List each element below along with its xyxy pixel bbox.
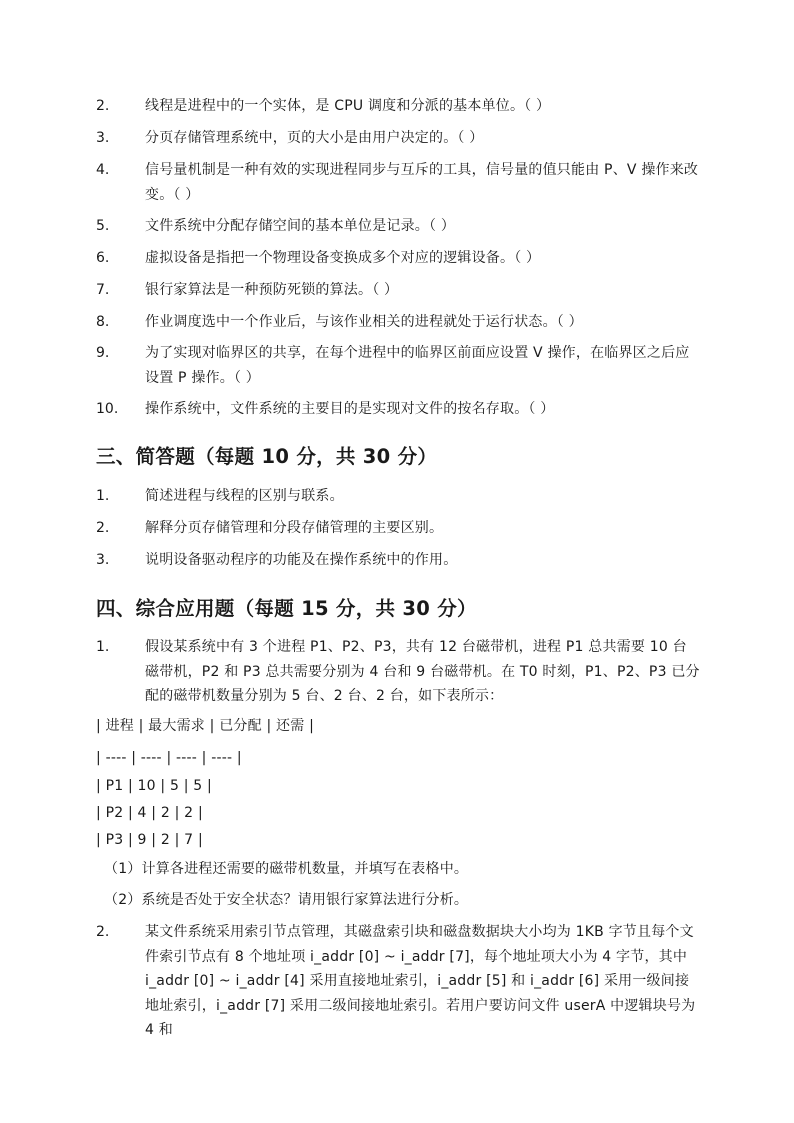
table-line: | P3 | 9 | 2 | 7 |: [96, 832, 203, 848]
judgement-item: [96, 214, 700, 239]
table-line: | ---- | ---- | ---- | ---- |: [96, 750, 242, 766]
table-line: | P2 | 4 | 2 | 2 |: [96, 805, 203, 821]
short-answer-item: [96, 548, 700, 573]
item-text: 某文件系统采用索引节点管理，其磁盘索引块和磁盘数据块大小均为 1KB 字节且每个文件索引节点有 8 个地址项 i_addr [0] ~ i_addr [7]，每个地址项大小为 4 字节，其中 i_addr [0] ~ i_addr [4] 采用直接地址索引，i_addr [5] 和 i_addr [6] 采用一级间接地址索引，i_addr [7] 采用二级间接地址索引。若用户要访问文件 userA 中逻辑块号为 4 和: [145, 924, 696, 1038]
item-number: 7.: [96, 282, 110, 298]
item-text: 解释分页存储管理和分段存储管理的主要区别。: [145, 520, 444, 536]
judgement-item: [96, 341, 700, 390]
item-text: 简述进程与线程的区别与联系。: [145, 488, 344, 504]
judgement-item: [96, 278, 700, 303]
item-number: 1.: [96, 639, 110, 655]
section-title-short-answer: 三、简答题（每题 10 分，共 30 分）: [96, 445, 438, 468]
application-question-1: [96, 635, 700, 709]
item-text: 文件系统中分配存储空间的基本单位是记录。（ ）: [145, 218, 456, 234]
item-number: 6.: [96, 250, 110, 266]
item-text: 分页存储管理系统中，页的大小是由用户决定的。（ ）: [145, 130, 484, 146]
judgement-item: [96, 397, 700, 422]
sub-question-2: （2）系统是否处于安全状态？请用银行家算法进行分析。: [104, 892, 469, 908]
table-line: | 进程 | 最大需求 | 已分配 | 还需 |: [96, 718, 314, 734]
item-text: 说明设备驱动程序的功能及在操作系统中的作用。: [145, 552, 458, 568]
judgement-item: [96, 310, 700, 335]
item-number: 2.: [96, 520, 110, 536]
item-text: 为了实现对临界区的共享，在每个进程中的临界区前面应设置 V 操作，在临界区之后应设置 P 操作。（ ）: [145, 345, 690, 386]
item-text: 操作系统中，文件系统的主要目的是实现对文件的按名存取。（ ）: [145, 401, 555, 417]
item-text: 线程是进程中的一个实体，是 CPU 调度和分派的基本单位。（ ）: [145, 98, 551, 114]
judgement-item: [96, 246, 700, 271]
item-number: 5.: [96, 218, 110, 234]
short-answer-item: [96, 516, 700, 541]
item-number: 10.: [96, 401, 119, 417]
item-text: 银行家算法是一种预防死锁的算法。（ ）: [145, 282, 399, 298]
short-answer-item: [96, 484, 700, 509]
judgement-item: [96, 158, 700, 207]
item-number: 4.: [96, 162, 110, 178]
item-number: 2.: [96, 924, 110, 940]
item-number: 9.: [96, 345, 110, 361]
judgement-item: [96, 94, 700, 119]
item-text: 虚拟设备是指把一个物理设备变换成多个对应的逻辑设备。（ ）: [145, 250, 541, 266]
application-question-2: [96, 920, 700, 1043]
item-number: 8.: [96, 314, 110, 330]
item-number: 3.: [96, 130, 110, 146]
sub-question-1: （1）计算各进程还需要的磁带机数量，并填写在表格中。: [104, 861, 469, 877]
judgement-item: [96, 126, 700, 151]
section-title-application: 四、综合应用题（每题 15 分，共 30 分）: [96, 597, 477, 620]
item-number: 1.: [96, 488, 110, 504]
item-number: 2.: [96, 98, 110, 114]
item-text: 假设某系统中有 3 个进程 P1、P2、P3，共有 12 台磁带机，进程 P1 总共需要 10 台磁带机，P2 和 P3 总共需要分别为 4 台和 9 台磁带机。在 T0 时刻，P1、P2、P3 已分配的磁带机数量分别为 5 台、2 台、2 台，如下表所示：: [145, 639, 700, 704]
item-number: 3.: [96, 552, 110, 568]
item-text: 信号量机制是一种有效的实现进程同步与互斥的工具，信号量的值只能由 P、V 操作来改变。（ ）: [145, 162, 699, 203]
item-text: 作业调度选中一个作业后，与该作业相关的进程就处于运行状态。（ ）: [145, 314, 583, 330]
table-line: | P1 | 10 | 5 | 5 |: [96, 778, 212, 794]
